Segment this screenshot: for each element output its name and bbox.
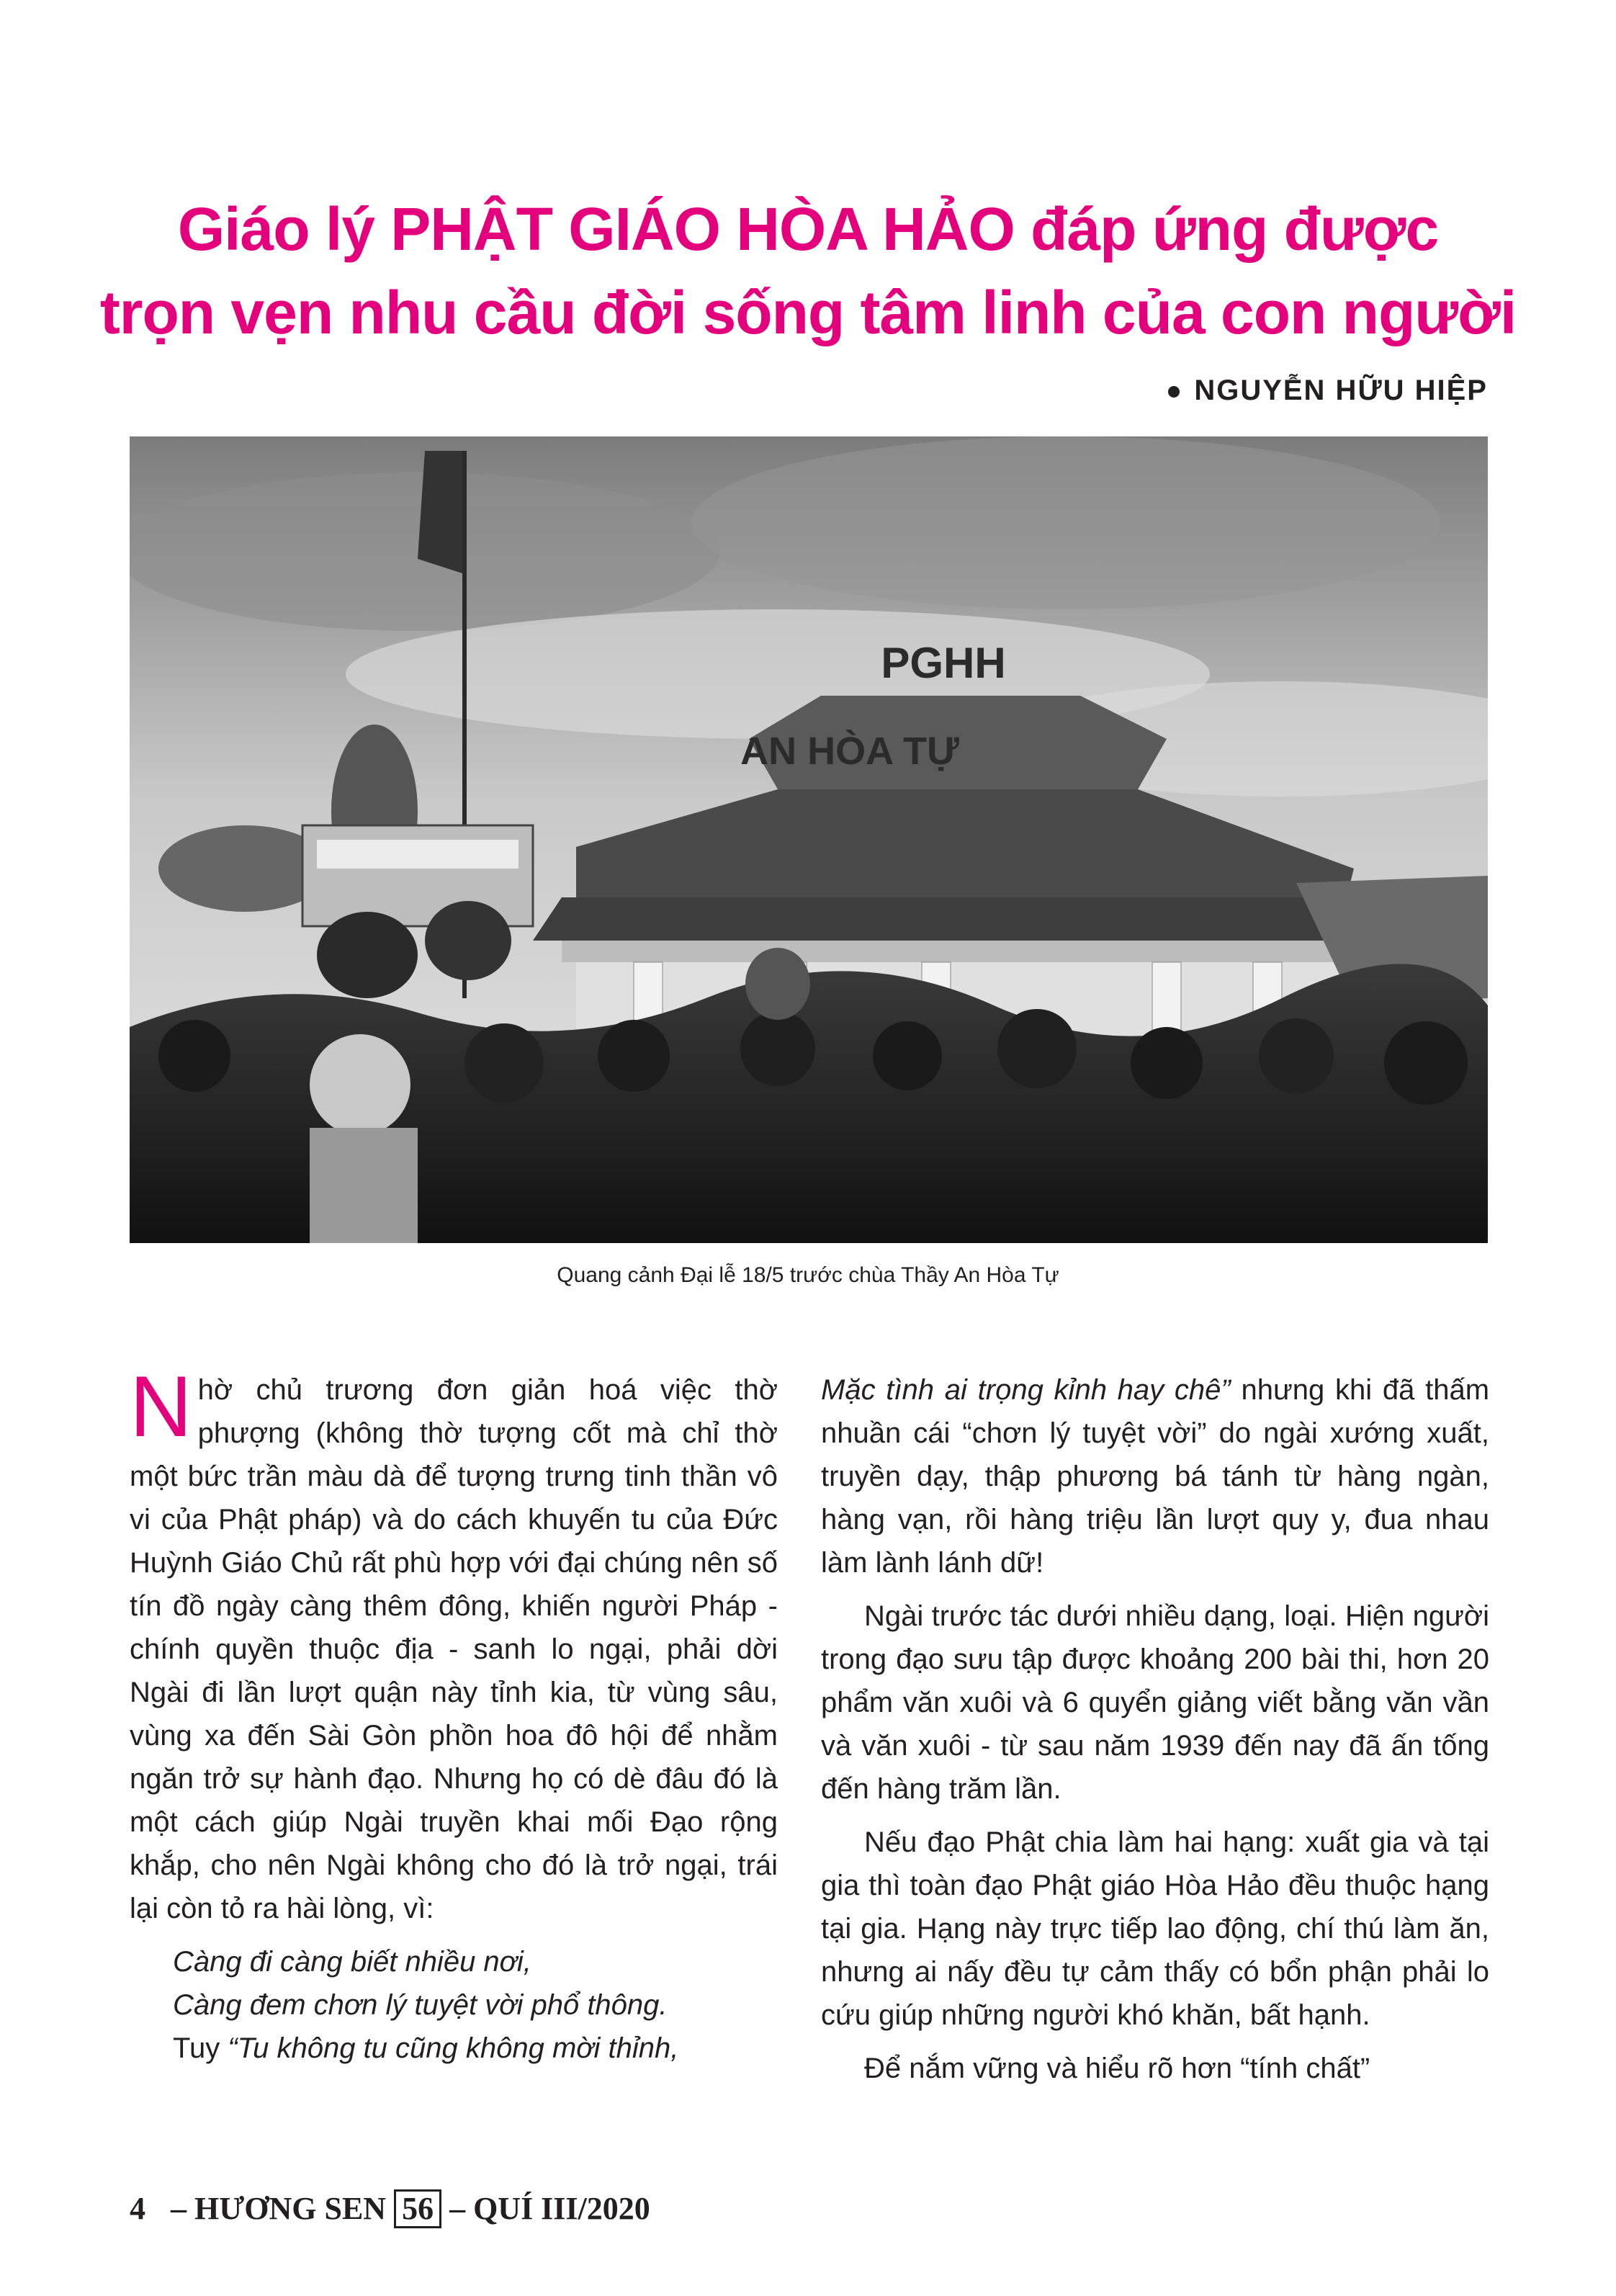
article-column-right — [821, 1368, 1489, 2090]
issue-number: 56 — [394, 2189, 441, 2228]
page-footer — [130, 2189, 650, 2228]
temple-crowd-photo — [130, 436, 1488, 1243]
paragraph: Nếu đạo Phật chia làm hai hạng: xuất gia và tại gia thì toàn đạo Phật giáo Hòa Hảo đều thuộc hạng tại gia. Hạng này trực tiếp lao động, chí thú làm ăn, nhưng ai nấy đều tự cảm thấy có bổn phận phải lo cứu giúp những người khó khăn, bất hạnh. — [821, 1826, 1489, 2031]
sign-temple-name: AN HÒA TỰ — [740, 730, 959, 773]
magazine-name: – HƯƠNG SEN — [171, 2191, 387, 2226]
sign-pghh: PGHH — [881, 639, 1006, 687]
bullet-icon — [1168, 386, 1180, 398]
verse-line: Càng đi càng biết nhiều nơi, — [173, 1946, 531, 1978]
paragraph: Để nắm vững và hiểu rõ hơn “tính chất” — [864, 2053, 1370, 2084]
article-title-line-2: trọn vẹn nhu cầu đời sống tâm linh của con người — [99, 279, 1517, 346]
issue-period: – QUÍ III/2020 — [449, 2191, 650, 2226]
article-column-left — [130, 1358, 778, 2070]
paragraph: Tuy “Tu không tu cũng không mời thỉnh, — [173, 2032, 679, 2064]
author-byline — [1168, 375, 1488, 407]
page-number: 4 — [130, 2191, 145, 2226]
article-photo — [130, 436, 1488, 1243]
drop-cap: N — [130, 1358, 192, 1455]
photo-caption: Quang cảnh Đại lễ 18/5 trước chùa Thầy An Hòa Tự — [557, 1263, 1059, 1287]
article-title-line-1: Giáo lý PHẬT GIÁO HÒA HẢO đáp ứng được — [177, 195, 1439, 263]
paragraph: Ngài trước tác dưới nhiều dạng, loại. Hiện người trong đạo sưu tập được khoảng 200 bài thi, hơn 20 phẩm văn xuôi và 6 quyển giảng viết bằng văn vần và văn xuôi - từ sau năm 1939 đến nay đã ấn tống đến hàng trăm lần. — [821, 1600, 1489, 1805]
author-name: NGUYỄN HỮU HIỆP — [1194, 375, 1488, 406]
paragraph: Mặc tình ai trọng kỉnh hay chê” nhưng khi đã thấm nhuần cái “chơn lý tuyệt vời” do ngài xướng xuất, truyền dạy, thập phương bá tánh từ hàng ngàn, hàng vạn, rồi hàng triệu lần lượt quy y, đua nhau làm lành lánh dữ! — [821, 1374, 1490, 1579]
verse-line: Càng đem chơn lý tuyệt vời phổ thông. — [173, 1989, 668, 2021]
paragraph: Nhờ chủ trương đơn giản hoá việc thờ phượng (không thờ tượng cốt mà chỉ thờ một bức trần màu dà để tượng trưng tinh thần vô vi của Phật pháp) và do cách khuyến tu của Đức Huỳnh Giáo Chủ rất phù hợp với đại chúng nên số tín đồ ngày càng thêm đông, khiến người Pháp - chính quyền thuộc địa - sanh lo ngại, phải dời Ngài đi lần lượt quận này tỉnh kia, từ vùng sâu, vùng xa đến Sài Gòn phồn hoa đô hội để nhằm ngăn trở sự hành đạo. Nhưng họ có dè đâu đó là một cách giúp Ngài truyền khai mối Đạo rộng khắp, cho nên Ngài không cho đó là trở ngại, trái lại còn tỏ ra hài lòng, vì: — [130, 1358, 778, 1924]
